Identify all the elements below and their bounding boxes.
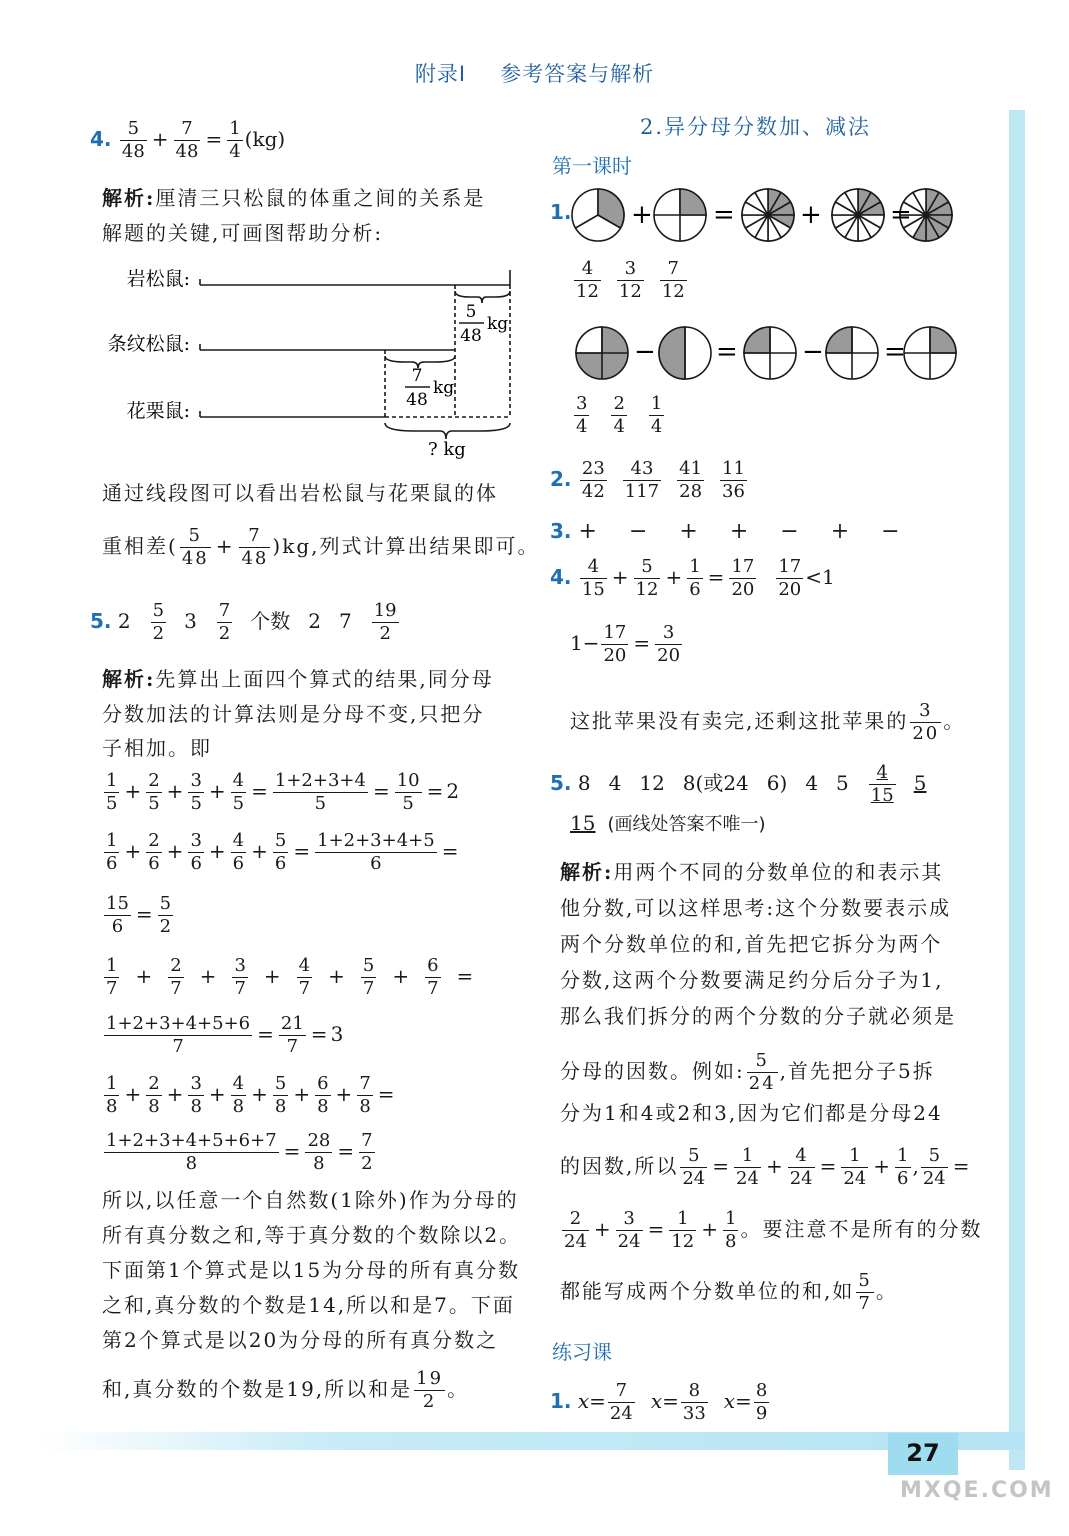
left-q4-answer: 4. $\frac{5}{48}$ + $\frac{7}{48}$ = $\frac{1}{4}$ (kg) (90, 118, 286, 162)
right-q1-num: 1. (550, 200, 572, 224)
fraction: $\frac{5}{48}$ (121, 118, 145, 162)
practice-title: 练习课 (552, 1340, 612, 1364)
svg-text:=: = (713, 200, 735, 230)
left-q4-line-2: 重相差( $\frac{5}{48}$ + $\frac{7}{48}$ )kg,列式计算出结果即可。 (102, 525, 540, 569)
right-q2-answer: 2. $\frac{23}{42}$ $\frac{43}{117}$ $\frac{41}{28}$ $\frac{11}{36}$ (550, 458, 745, 502)
bottom-decor-bar (40, 1432, 1025, 1450)
svg-text:−: − (634, 337, 656, 367)
svg-text:+: + (631, 200, 653, 230)
left-q4-analysis-1: 解析:厘清三只松鼠的体重之间的关系是 (102, 186, 486, 210)
right-q5-analysis-7: 分为1和4或2和3,因为它们都是分母24 (560, 1101, 943, 1125)
right-q5-answer-line2: 15 (画线处答案不唯一) (570, 811, 766, 835)
right-decor-bar (1009, 110, 1025, 1470)
right-q5-analysis-9: $\frac{2}{24}$ + $\frac{3}{24}$ = $\frac{1}{12}$ + $\frac{1}{8}$ 。要注意不是所有的分数 (564, 1208, 983, 1252)
fraction-circles-row2 (572, 323, 962, 383)
svg-text:=: = (716, 337, 738, 367)
right-q3-answer: 3. + − + + − + − (550, 519, 900, 544)
section-title: 2.异分母分数加、减法 (640, 115, 872, 139)
lesson-1-title: 第一课时 (552, 154, 632, 178)
left-q5-summary-2: 所有真分数之和,等于真分数的个数除以2。 (102, 1223, 522, 1247)
left-q4-analysis-2: 解题的关键,可画图帮助分析: (102, 221, 384, 245)
left-q4-line-1: 通过线段图可以看出岩松鼠与花栗鼠的体 (102, 481, 498, 505)
svg-text:? kg: ? kg (428, 439, 466, 460)
left-q5-summary-5: 第2个算式是以20为分母的所有真分数之 (102, 1328, 499, 1352)
right-q5-analysis-3: 两个分数单位的和,首先把它拆分为两个 (560, 932, 943, 956)
svg-text:+: + (800, 200, 822, 230)
right-q5-analysis-8: 的因数,所以 $\frac{5}{24}$ = $\frac{1}{24}$ + $\frac{4}{24}$ = $\frac{1}{24}$ + $\frac{1}{6}$ , $\frac{5}{24}$ = (560, 1145, 970, 1189)
diagram-label-row3: 花栗鼠: (126, 400, 190, 422)
left-q5-analysis-3: 子相加。即 (102, 736, 212, 760)
equation-fifths: $\frac{1}{5}$ + $\frac{2}{5}$ + $\frac{3}{5}$ + $\frac{4}{5}$ = $\frac{1+2+3+4}{5}$ = $\frac{10}{5}$ = 2 (106, 770, 460, 814)
left-q5-answer: 5. 2 $\frac{5}{2}$ 3 $\frac{7}{2}$ 个数 2 7 $\frac{19}{2}$ (90, 600, 397, 644)
right-q5-analysis-1: 解析:用两个不同的分数单位的和表示其 (560, 860, 944, 884)
right-q5-analysis-2: 他分数,可以这样思考:这个分数要表示成 (560, 896, 952, 920)
equation-sevenths: $\frac{1}{7}$ + $\frac{2}{7}$ + $\frac{3}{7}$ + $\frac{4}{7}$ + $\frac{5}{7}$ + $\frac{6}{7}$ = (106, 955, 474, 999)
svg-text:48: 48 (406, 390, 428, 410)
equation-sixths-result: $\frac{15}{6}$ = $\frac{5}{2}$ (106, 893, 172, 937)
page-header: 附录Ⅰ 参考答案与解析 (414, 62, 655, 86)
svg-text:=: = (884, 337, 906, 367)
right-q4-line2: 1− $\frac{17}{20}$ = $\frac{3}{20}$ (570, 622, 681, 666)
watermark: MXQE.COM (900, 1478, 1054, 1503)
svg-text:48: 48 (460, 326, 482, 346)
left-q5-summary-4: 之和,真分数的个数是14,所以和是7。下面 (102, 1293, 515, 1317)
right-q5-answer-line1: 5. 8 4 12 8(或24 6) 4 5 $\frac{4}{15}$ 5 (550, 762, 927, 806)
right-q5-analysis-10: 都能写成两个分数单位的和,如 $\frac{5}{7}$ 。 (560, 1270, 898, 1314)
right-q5-analysis-5: 那么我们拆分的两个分数的分子就必须是 (560, 1004, 956, 1028)
left-q5-summary-1: 所以,以任意一个自然数(1除外)作为分母的 (102, 1188, 519, 1212)
right-q1-row2-fractions: $\frac{3}{4}$ $\frac{2}{4}$ $\frac{1}{4}$ (576, 393, 663, 437)
left-q5-summary-3: 下面第1个算式是以15为分母的所有真分数 (102, 1258, 521, 1282)
diagram-label-row1: 岩松鼠: (126, 268, 190, 290)
equation-eighths-result: $\frac{1+2+3+4+5+6+7}{8}$ = $\frac{28}{8}$ = $\frac{7}{2}$ (106, 1130, 373, 1174)
equation-sixths: $\frac{1}{6}$ + $\frac{2}{6}$ + $\frac{3}{6}$ + $\frac{4}{6}$ + $\frac{5}{6}$ = $\frac{1+2+3+4+5}{6}$ = (106, 830, 459, 874)
fraction-circles-row1 (568, 185, 958, 245)
svg-text:7: 7 (411, 366, 423, 386)
equation-sevenths-result: $\frac{1+2+3+4+5+6}{7}$ = $\frac{21}{7}$ = 3 (106, 1013, 344, 1057)
right-q4-conclusion: 这批苹果没有卖完,还剩这批苹果的 $\frac{3}{20}$ 。 (570, 700, 966, 744)
page-number: 27 (888, 1433, 958, 1475)
svg-text:kg: kg (433, 378, 455, 398)
left-q5-summary-6: 和,真分数的个数是19,所以和是 $\frac{19}{2}$ 。 (102, 1368, 470, 1412)
right-q5-analysis-4: 分数,这两个分数要满足约分后分子为1, (560, 968, 944, 992)
segment-diagram (90, 255, 530, 470)
left-q5-analysis-1: 解析:先算出上面四个算式的结果,同分母 (102, 667, 494, 691)
right-q1-row1-fractions: $\frac{4}{12}$ $\frac{3}{12}$ $\frac{7}{12}$ (576, 258, 685, 302)
equation-eighths: $\frac{1}{8}$ + $\frac{2}{8}$ + $\frac{3}{8}$ + $\frac{4}{8}$ + $\frac{5}{8}$ + $\frac{6}{8}$ + $\frac{7}{8}$ = (106, 1073, 395, 1117)
svg-text:5: 5 (465, 302, 477, 322)
svg-text:kg: kg (487, 314, 509, 334)
svg-text:=: = (890, 200, 912, 230)
right-q5-analysis-6: 分母的因数。例如: $\frac{5}{24}$ ,首先把分子5拆 (560, 1050, 935, 1094)
right-q4-line1: 4. $\frac{4}{15}$ + $\frac{5}{12}$ + $\frac{1}{6}$ = $\frac{17}{20}$ $\frac{17}{20}$ <1 (550, 556, 835, 600)
left-q5-analysis-2: 分数加法的计算法则是分母不变,只把分 (102, 702, 485, 726)
diagram-label-row2: 条纹松鼠: (107, 333, 190, 355)
svg-text:−: − (802, 337, 824, 367)
practice-q1-answer: 1. x= $\frac{7}{24}$ x= $\frac{8}{33}$ x= $\frac{8}{9}$ (550, 1380, 768, 1424)
